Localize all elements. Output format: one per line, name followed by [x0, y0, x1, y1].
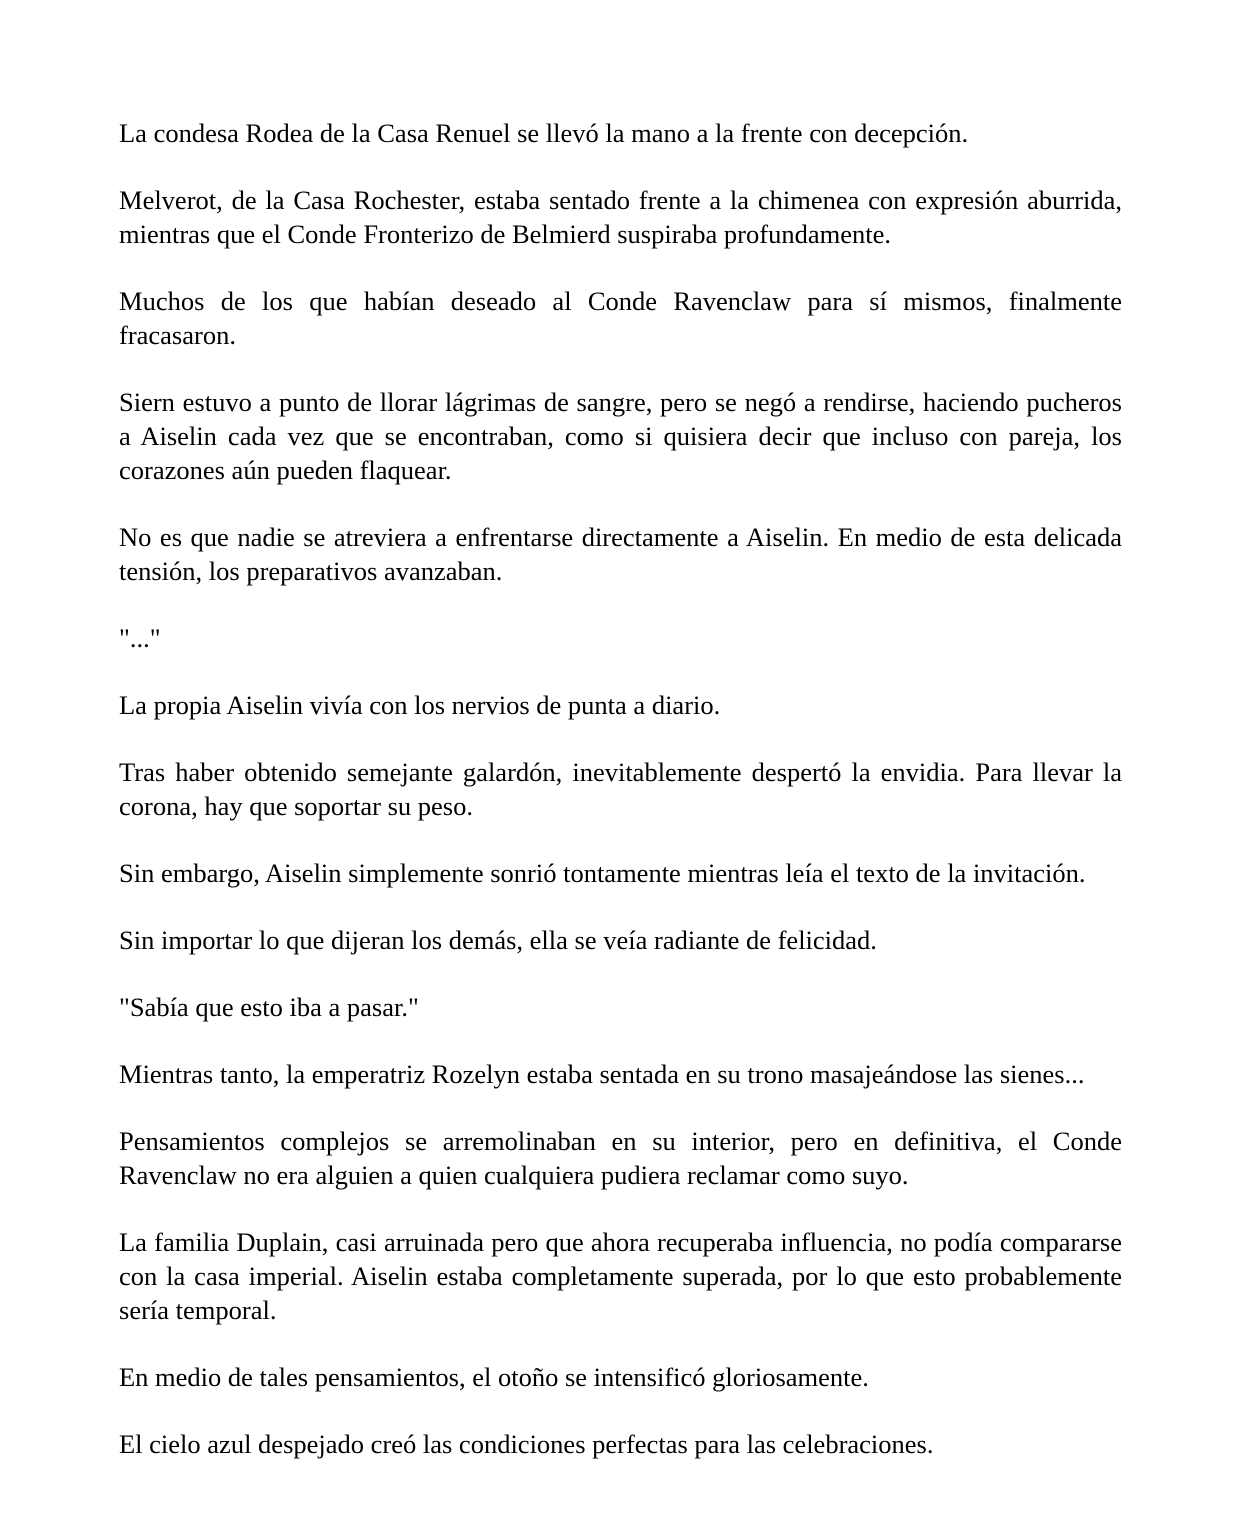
- paragraph: Tras haber obtenido semejante galardón, inevitablemente despertó la envidia. Para llevar la corona, hay que soportar su peso.: [119, 757, 1122, 821]
- paragraph: Sin importar lo que dijeran los demás, ella se veía radiante de felicidad.: [119, 925, 877, 955]
- paragraph: El cielo azul despejado creó las condiciones perfectas para las celebraciones.: [119, 1429, 934, 1459]
- paragraph: La condesa Rodea de la Casa Renuel se llevó la mano a la frente con decepción.: [119, 118, 969, 148]
- paragraph: La familia Duplain, casi arruinada pero que ahora recuperaba influencia, no podía compararse con la casa imperial. Aiselin estaba completamente superada, por lo que esto probablemente sería temporal.: [119, 1227, 1122, 1325]
- paragraph: Pensamientos complejos se arremolinaban en su interior, pero en definitiva, el Conde Ravenclaw no era alguien a quien cualquiera pudiera reclamar como suyo.: [119, 1126, 1122, 1190]
- paragraph: "Sabía que esto iba a pasar.": [119, 992, 419, 1022]
- paragraph: Siern estuvo a punto de llorar lágrimas de sangre, pero se negó a rendirse, haciendo pucheros a Aiselin cada vez que se encontraban, como si quisiera decir que incluso con pareja, los corazones aún pueden flaquear.: [119, 387, 1122, 485]
- paragraph: Sin embargo, Aiselin simplemente sonrió tontamente mientras leía el texto de la invitación.: [119, 858, 1086, 888]
- document-body: [119, 116, 1122, 1461]
- paragraph: Mientras tanto, la emperatriz Rozelyn estaba sentada en su trono masajeándose las sienes...: [119, 1059, 1085, 1089]
- paragraph: La propia Aiselin vivía con los nervios de punta a diario.: [119, 690, 721, 720]
- paragraph: "...": [119, 623, 161, 653]
- paragraph: Muchos de los que habían deseado al Conde Ravenclaw para sí mismos, finalmente fracasaron.: [119, 286, 1122, 350]
- paragraph: No es que nadie se atreviera a enfrentarse directamente a Aiselin. En medio de esta delicada tensión, los preparativos avanzaban.: [119, 522, 1122, 586]
- paragraph: Melverot, de la Casa Rochester, estaba sentado frente a la chimenea con expresión aburrida, mientras que el Conde Fronterizo de Belmierd suspiraba profundamente.: [119, 185, 1122, 249]
- paragraph: En medio de tales pensamientos, el otoño se intensificó gloriosamente.: [119, 1362, 869, 1392]
